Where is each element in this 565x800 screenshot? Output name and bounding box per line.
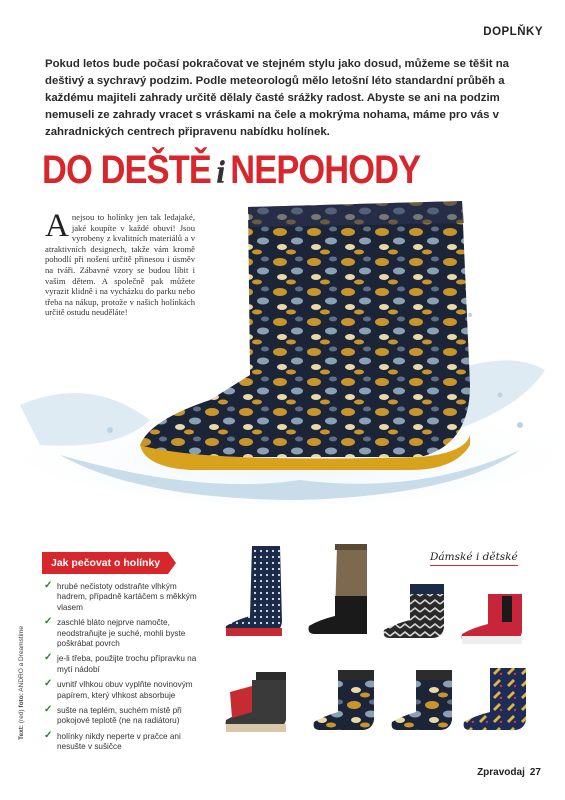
section-tag: DOPLŇKY (483, 26, 543, 38)
care-heading: Jak pečovat o holínky (42, 552, 168, 574)
boot-dotted-tall (222, 542, 292, 642)
care-tip (44, 654, 204, 675)
check-icon: ✓ (44, 616, 53, 628)
check-icon: ✓ (44, 652, 53, 664)
boot-kids-pattern (390, 668, 460, 738)
article-title (42, 148, 463, 193)
intro-paragraph (45, 208, 195, 318)
boot-kids-camo (312, 668, 382, 738)
care-tips-list (44, 582, 204, 758)
credit-text-value: (red) (18, 709, 25, 724)
page-footer (477, 767, 541, 778)
care-tip-text: holínky nikdy neperte v pračce ani nesušte v sušičce (57, 731, 181, 752)
intro-dropcap: A (45, 208, 69, 244)
magazine-name: Zpravodaj (477, 767, 525, 778)
care-tip-text: uvnitř vlhkou obuv vyplňte novinovým papírem, který vlhkost absorbuje (57, 680, 193, 700)
boot-zigzag (380, 582, 455, 644)
care-tip (44, 582, 204, 613)
boot-kids-rocket (462, 664, 534, 738)
title-part-1: DO DEŠTĚ (42, 148, 211, 192)
care-tip-text: hrubé nečistoty odstraňte vlhkým hadrem, případně kartáčem s měkkým vlasem (57, 582, 197, 612)
credit-photo-label: foto: (18, 693, 25, 708)
boot-red-chelsea (458, 590, 530, 646)
boot-brown-tall (305, 542, 377, 642)
care-tip-text: sušte na teplém, suchém místě při pokojové teplotě (ne na radiátoru) (57, 706, 182, 726)
check-icon: ✓ (44, 729, 53, 741)
care-tip (44, 680, 204, 701)
check-icon: ✓ (44, 580, 53, 591)
credit-photo-value: ANDRO a Dreamstime (18, 625, 25, 692)
boot-kids-laces (222, 668, 298, 738)
photo-credit (18, 626, 25, 740)
page-number: 27 (529, 767, 541, 778)
care-tip-text: zaschlé bláto nejprve namočte, neodstraňujte je suché, mohli byste poškrábat povrch (57, 618, 186, 649)
intro-text: nejsou to holínky jen tak ledajaké, jaké koupíte v každé obuvi! Jsou vyrobeny z kvalitních materiálů a v atraktivních designech, takže vám kromě pohodlí při nošení určitě přinesou i úsměv na tváři. Zábavné vzory se budou líbit i vašim dětem. A společně pak můžete vyrazit klidně i na vycházku do parku nebo třeba na nákup, protože v našich holínkách určitě ostudu neuděláte! (45, 212, 195, 318)
care-tip (44, 706, 204, 727)
title-amp: i (216, 156, 226, 191)
check-icon: ✓ (44, 678, 53, 690)
check-icon: ✓ (44, 704, 53, 716)
care-tip-text: je-li třeba, použijte trochu přípravku na mytí nádobí (57, 654, 197, 674)
lead-paragraph: Pokud letos bude počasí pokračovat ve stejném stylu jako dosud, můžeme se těšit na deštivý a sychravý podzim. Podle meteorologů mělo letošní léto standardní průběh a každému majiteli zahrady určitě dělaly časté srážky radost. Abyste se ani na podzim nemuseli ze zahrady vracet s vráskami na čele a mokrýma nohama, máme pro vás v zahradnických centrech připravenu nabídku holínek. (45, 58, 509, 138)
credit-text-label: Text: (18, 724, 25, 740)
care-tip (44, 618, 204, 649)
care-tip (44, 729, 204, 753)
products-subheading: Dámské i dětské (430, 551, 518, 566)
title-part-2: NEPOHODY (230, 148, 421, 192)
